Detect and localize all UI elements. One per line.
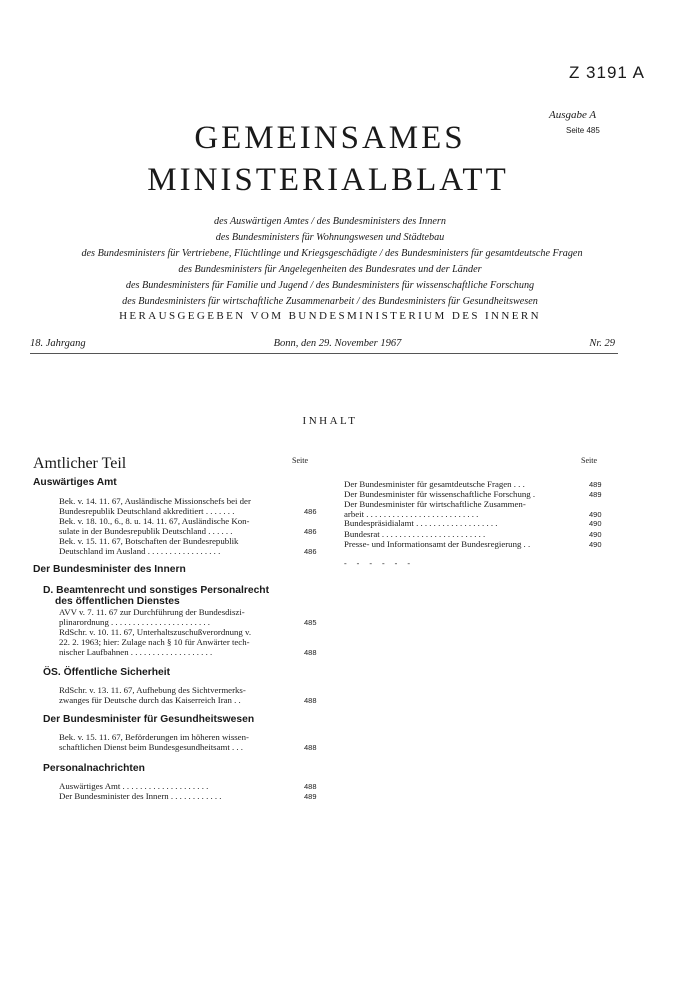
entry-line: Bundesrepublik Deutschland akkreditiert . . . . . . .: [59, 505, 235, 516]
volume-label: 18. Jahrgang: [30, 338, 86, 349]
section-end-marks: - - - - - -: [344, 559, 414, 568]
entry-page: 490: [589, 510, 602, 519]
subsection-heading-line: des öffentlichen Dienstes: [55, 596, 180, 607]
masthead-title-line1: GEMEINSAMES: [194, 120, 466, 156]
toc-entry[interactable]: [59, 536, 317, 557]
entry-line: RdSchr. v. 10. 11. 67, Unterhaltszuschußverordnung v.: [59, 627, 252, 637]
subtitle-line: des Bundesministers für wirtschaftliche Zusammenarbeit / des Bundesministers für Gesundheitswesen: [122, 296, 538, 307]
entry-line: Der Bundesminister des Innern . . . . . . . . . . . .: [59, 791, 222, 801]
entry-page: 488: [304, 648, 317, 657]
entry-line: Bek. v. 14. 11. 67, Ausländische Missionschefs bei der: [59, 496, 251, 506]
entry-page: 486: [304, 527, 317, 536]
page-column-label: Seite: [292, 456, 308, 465]
entry-line: plinarordnung . . . . . . . . . . . . . . . . . . . . . . .: [59, 616, 211, 627]
entry-line: arbeit . . . . . . . . . . . . . . . . . . . . . . . . . .: [344, 508, 479, 519]
entry-line: Bundespräsidialamt . . . . . . . . . . . . . . . . . . .: [344, 518, 498, 528]
issue-number: Nr. 29: [589, 338, 615, 349]
entry-line: 22. 2. 1963; hier: Zulage nach § 10 für Anwärter tech-: [59, 636, 250, 647]
entry-line: nischer Laufbahnen . . . . . . . . . . . . . . . . . . .: [59, 646, 213, 657]
toc-entry[interactable]: [59, 791, 317, 802]
entry-page: 489: [304, 792, 317, 801]
toc-entry[interactable]: [59, 496, 317, 517]
header-divider: [30, 353, 618, 354]
toc-entry[interactable]: [59, 627, 317, 657]
entry-line: Bek. v. 15. 11. 67, Botschaften der Bundesrepublik: [59, 536, 239, 546]
entry-page: 489: [589, 490, 602, 499]
entry-page: 490: [589, 530, 602, 539]
publication-code: Z 3191 A: [568, 63, 645, 82]
entry-page: 488: [304, 782, 317, 791]
toc-entry[interactable]: [59, 685, 317, 706]
entry-page: 485: [304, 618, 317, 627]
entry-line: Presse- und Informationsamt der Bundesregierung . .: [344, 539, 531, 549]
subtitle-line: des Bundesministers für Vertriebene, Flüchtlinge und Kriegsgeschädigte / des Bundesministers für gesamtdeutsche Fragen: [81, 248, 583, 259]
entry-line: AVV v. 7. 11. 67 zur Durchführung der Bundesdiszi-: [59, 607, 245, 617]
subsection-heading: [43, 585, 269, 607]
subtitle-line: des Auswärtigen Amtes / des Bundesministers des Innern: [214, 216, 446, 227]
contents-heading: INHALT: [302, 415, 358, 427]
issue-meta-row: [30, 338, 615, 349]
entry-line: Der Bundesminister für wirtschaftliche Zusammen-: [344, 499, 526, 509]
toc-entry[interactable]: [344, 518, 602, 529]
entry-page: 489: [589, 480, 602, 489]
entry-page: 490: [589, 540, 602, 549]
toc-entry[interactable]: [59, 607, 317, 628]
subtitle-line: des Bundesministers für Angelegenheiten des Bundesrates und der Länder: [178, 264, 482, 275]
entry-page: 486: [304, 507, 317, 516]
edition-label: Ausgabe A: [549, 109, 597, 121]
subtitle-line: des Bundesministers für Wohnungswesen und Städtebau: [215, 232, 445, 243]
section-heading: Der Bundesminister des Innern: [33, 564, 186, 575]
part-title: Amtlicher Teil: [33, 455, 127, 472]
entry-line: Auswärtiges Amt . . . . . . . . . . . . . . . . . . . .: [59, 781, 209, 791]
entry-page: 486: [304, 547, 317, 556]
toc-entry[interactable]: [59, 516, 317, 537]
entry-line: Bek. v. 15. 11. 67, Beförderungen im höheren wissen-: [59, 732, 249, 742]
entry-page: 488: [304, 743, 317, 752]
entry-line: schaftlichen Dienst beim Bundesgesundheitsamt . . .: [59, 741, 243, 752]
page-column-label: Seite: [581, 456, 597, 465]
section-heading: Personalnachrichten: [43, 763, 145, 774]
entry-line: sulate in der Bundesrepublik Deutschland . . . . . .: [59, 525, 233, 536]
entry-line: Deutschland im Ausland . . . . . . . . . . . . . . . . .: [59, 545, 221, 556]
toc-entry[interactable]: [59, 732, 317, 753]
entry-page: 488: [304, 696, 317, 705]
publisher-line: HERAUSGEGEBEN VOM BUNDESMINISTERIUM DES INNERN: [119, 310, 541, 322]
entry-line: zwanges für Deutsche durch das Kaiserreich Iran . .: [59, 694, 241, 705]
page-reference: Seite 485: [566, 126, 600, 135]
entry-line: Der Bundesminister für wissenschaftliche Forschung .: [344, 489, 536, 499]
entry-line: Bek. v. 18. 10., 6., 8. u. 14. 11. 67, Ausländische Kon-: [59, 516, 250, 526]
issue-date: Bonn, den 29. November 1967: [273, 338, 402, 349]
entry-page: 490: [589, 519, 602, 528]
subtitle-line: des Bundesministers für Familie und Jugend / des Bundesministers für wissenschaftliche Forschung: [125, 280, 535, 291]
subsection-heading-line: D. Beamtenrecht und sonstiges Personalrecht: [43, 585, 270, 596]
section-heading: Der Bundesminister für Gesundheitswesen: [43, 714, 255, 725]
section-heading: Auswärtiges Amt: [33, 477, 117, 488]
entry-line: Bundesrat . . . . . . . . . . . . . . . . . . . . . . . .: [344, 529, 486, 539]
subsection-heading: ÖS. Öffentliche Sicherheit: [43, 667, 171, 678]
masthead-title-line2: MINISTERIALBLATT: [147, 162, 509, 198]
toc-entry[interactable]: [344, 499, 602, 520]
entry-line: Der Bundesminister für gesamtdeutsche Fragen . . .: [344, 479, 525, 489]
entry-line: RdSchr. v. 13. 11. 67, Aufhebung des Sichtvermerks-: [59, 685, 246, 695]
toc-entry[interactable]: [344, 539, 602, 550]
